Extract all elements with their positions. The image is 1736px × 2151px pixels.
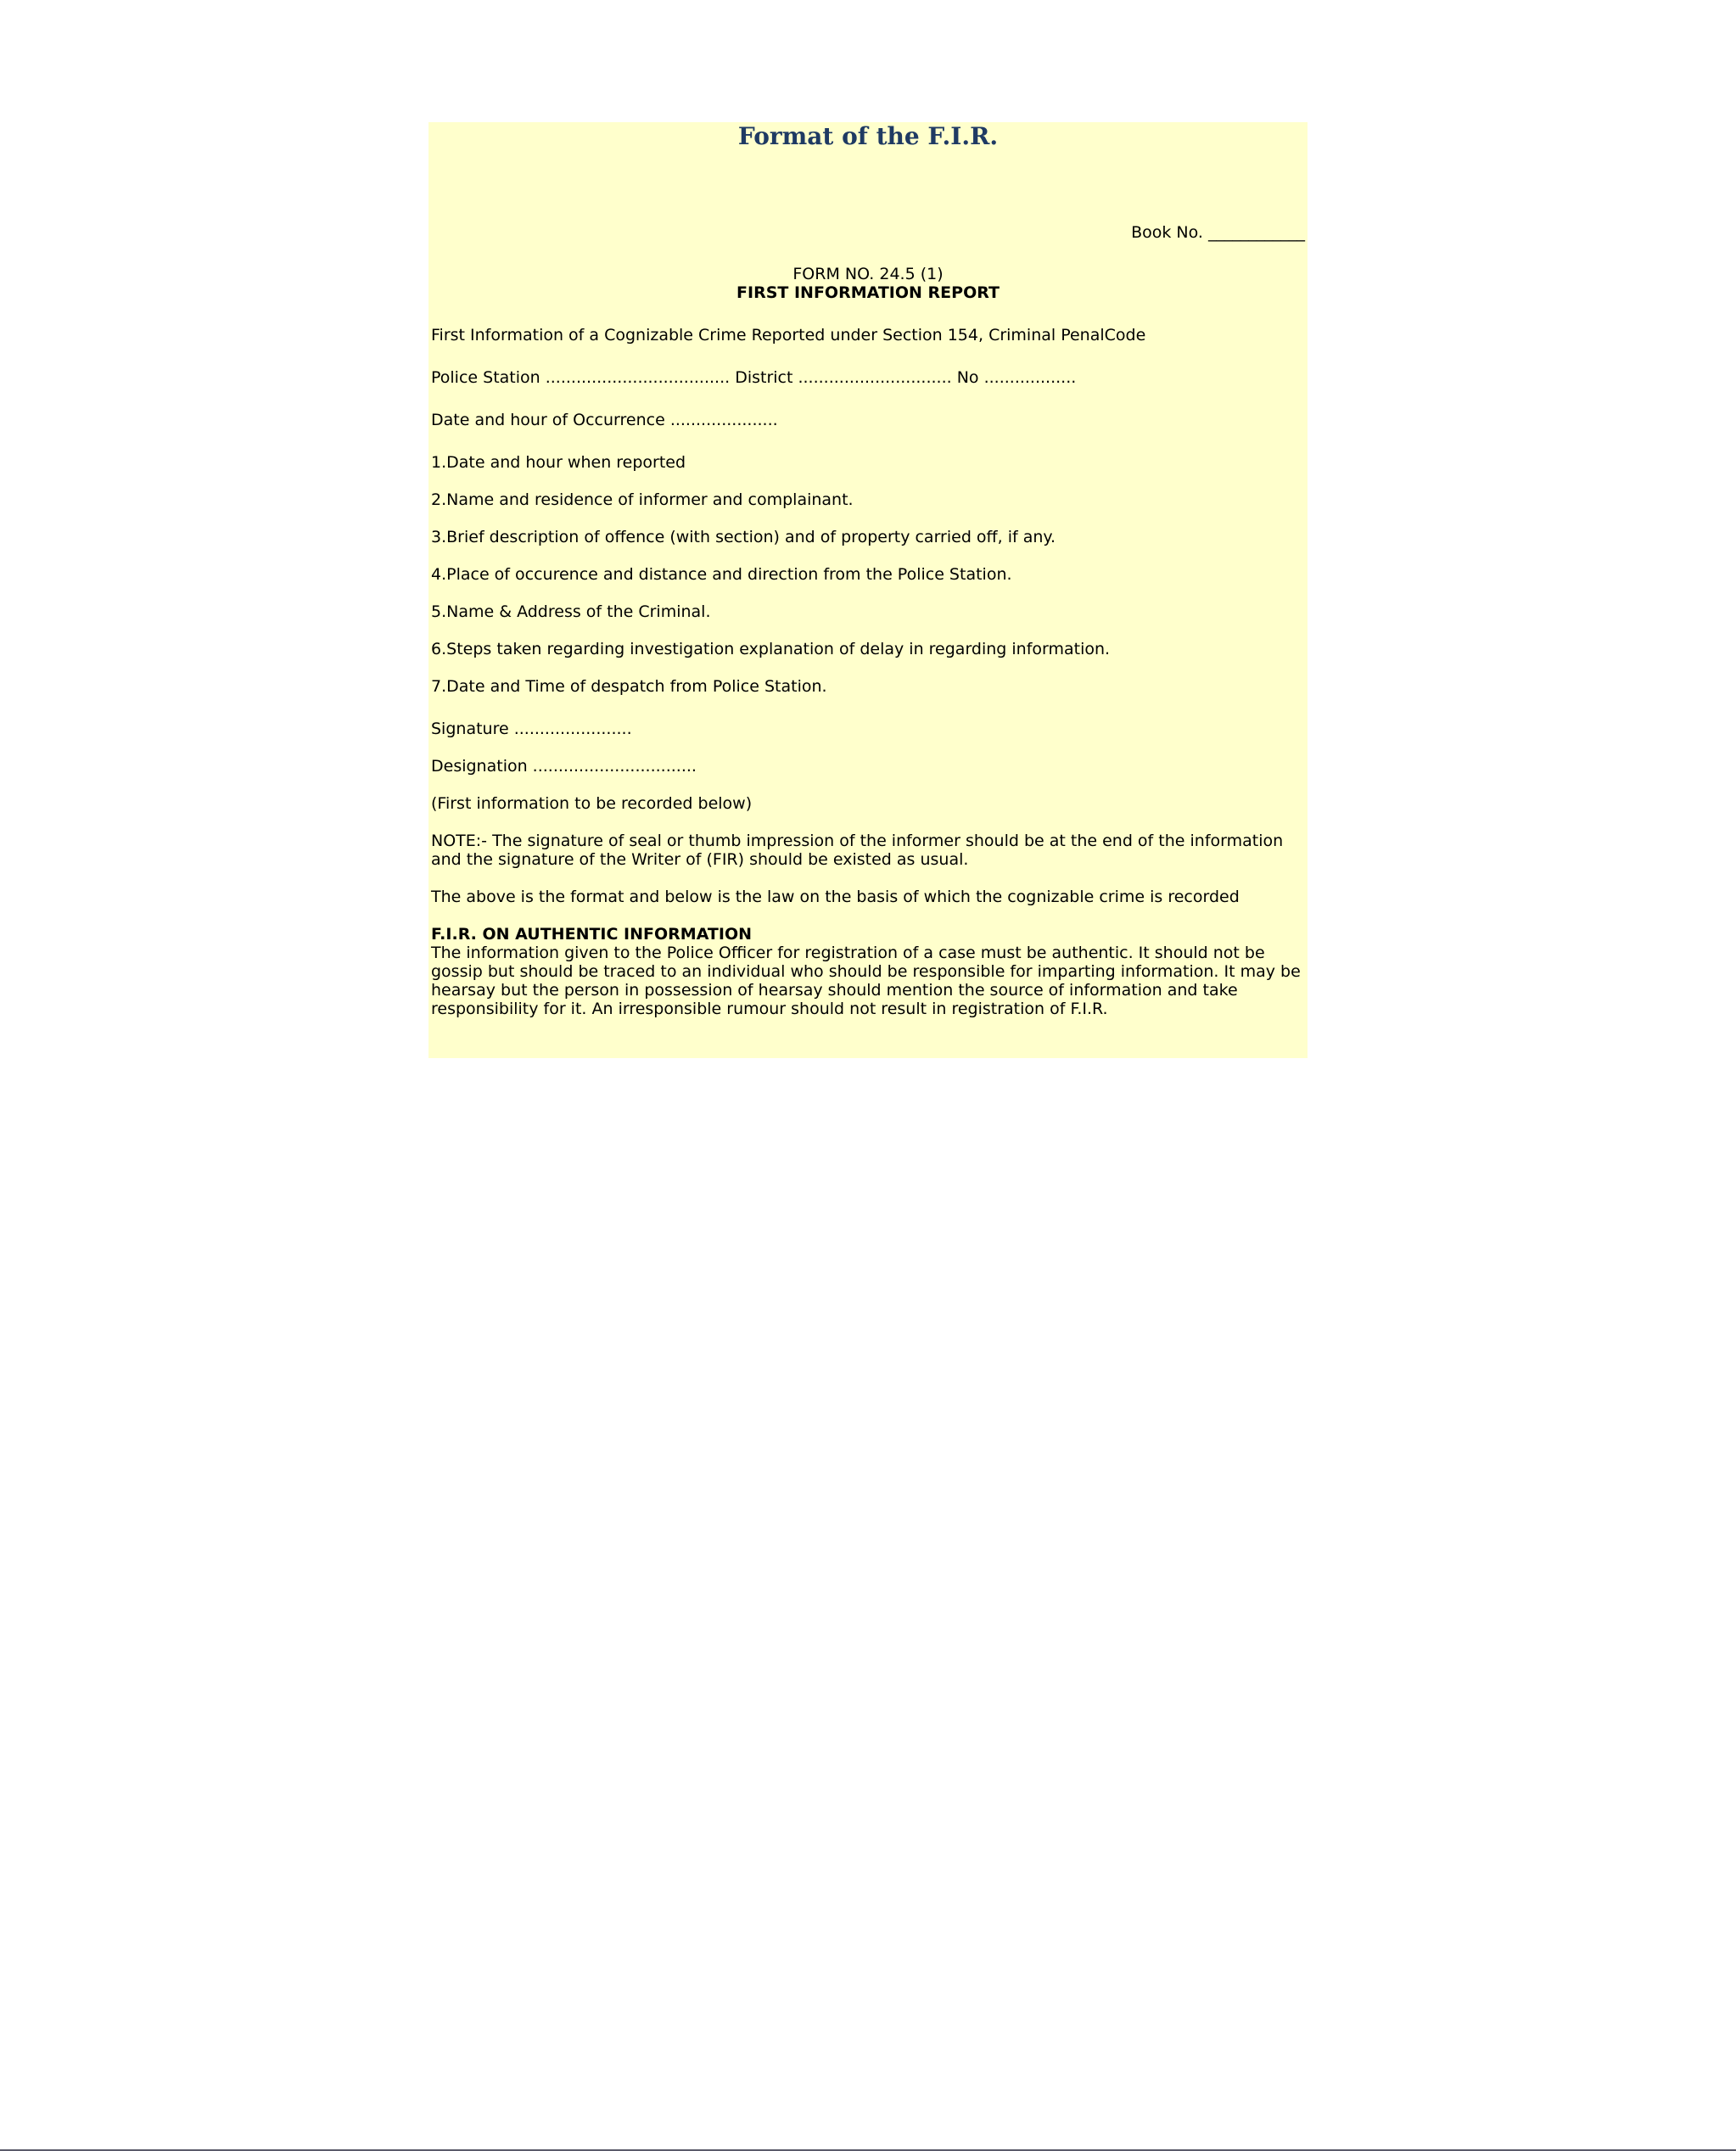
occurrence-line: Date and hour of Occurrence ..................... [431,411,778,429]
book-number-field: Book No. ____________ [1131,223,1305,242]
item-4: 4.Place of occurence and distance and direction from the Police Station. [431,565,1012,584]
police-station-line: Police Station .................................... District .............................. No .................. [431,368,1077,387]
item-6: 6.Steps taken regarding investigation explanation of delay in regarding information. [431,640,1111,658]
signature-line: Signature ....................... [431,720,632,738]
fir-format-document [428,122,1308,1058]
item-5: 5.Name & Address of the Criminal. [431,602,711,621]
item-3: 3.Brief description of offence (with section) and of property carried off, if any. [431,528,1056,546]
designation-line: Designation ................................ [431,757,697,776]
form-number: FORM NO. 24.5 (1) [792,265,944,283]
first-information-note: (First information to be recorded below) [431,794,753,813]
section-heading: F.I.R. ON AUTHENTIC INFORMATION [431,925,753,944]
page-title: Format of the F.I.R. [737,122,999,150]
note-paragraph: NOTE:- The signature of seal or thumb impression of the informer should be at the end of the information and the signature of the Writer of (FIR) should be existed as usual. [431,832,1284,869]
report-title: FIRST INFORMATION REPORT [736,283,1000,302]
item-7: 7.Date and Time of despatch from Police Station. [431,677,827,696]
item-2: 2.Name and residence of informer and complainant. [431,490,854,509]
item-1: 1.Date and hour when reported [431,453,686,472]
section-body: The information given to the Police Officer for registration of a case must be authentic. It should not be gossip but should be traced to an individual who should be responsible for imparting information. It may be hearsay but the person in possession of hearsay should mention the source of information and take responsibility for it. An irresponsible rumour should not result in registration of F.I.R. [431,944,1301,1018]
format-note: The above is the format and below is the law on the basis of which the cognizable crime is recorded [431,888,1240,906]
intro-text: First Information of a Cognizable Crime Reported under Section 154, Criminal PenalCode [431,326,1146,344]
